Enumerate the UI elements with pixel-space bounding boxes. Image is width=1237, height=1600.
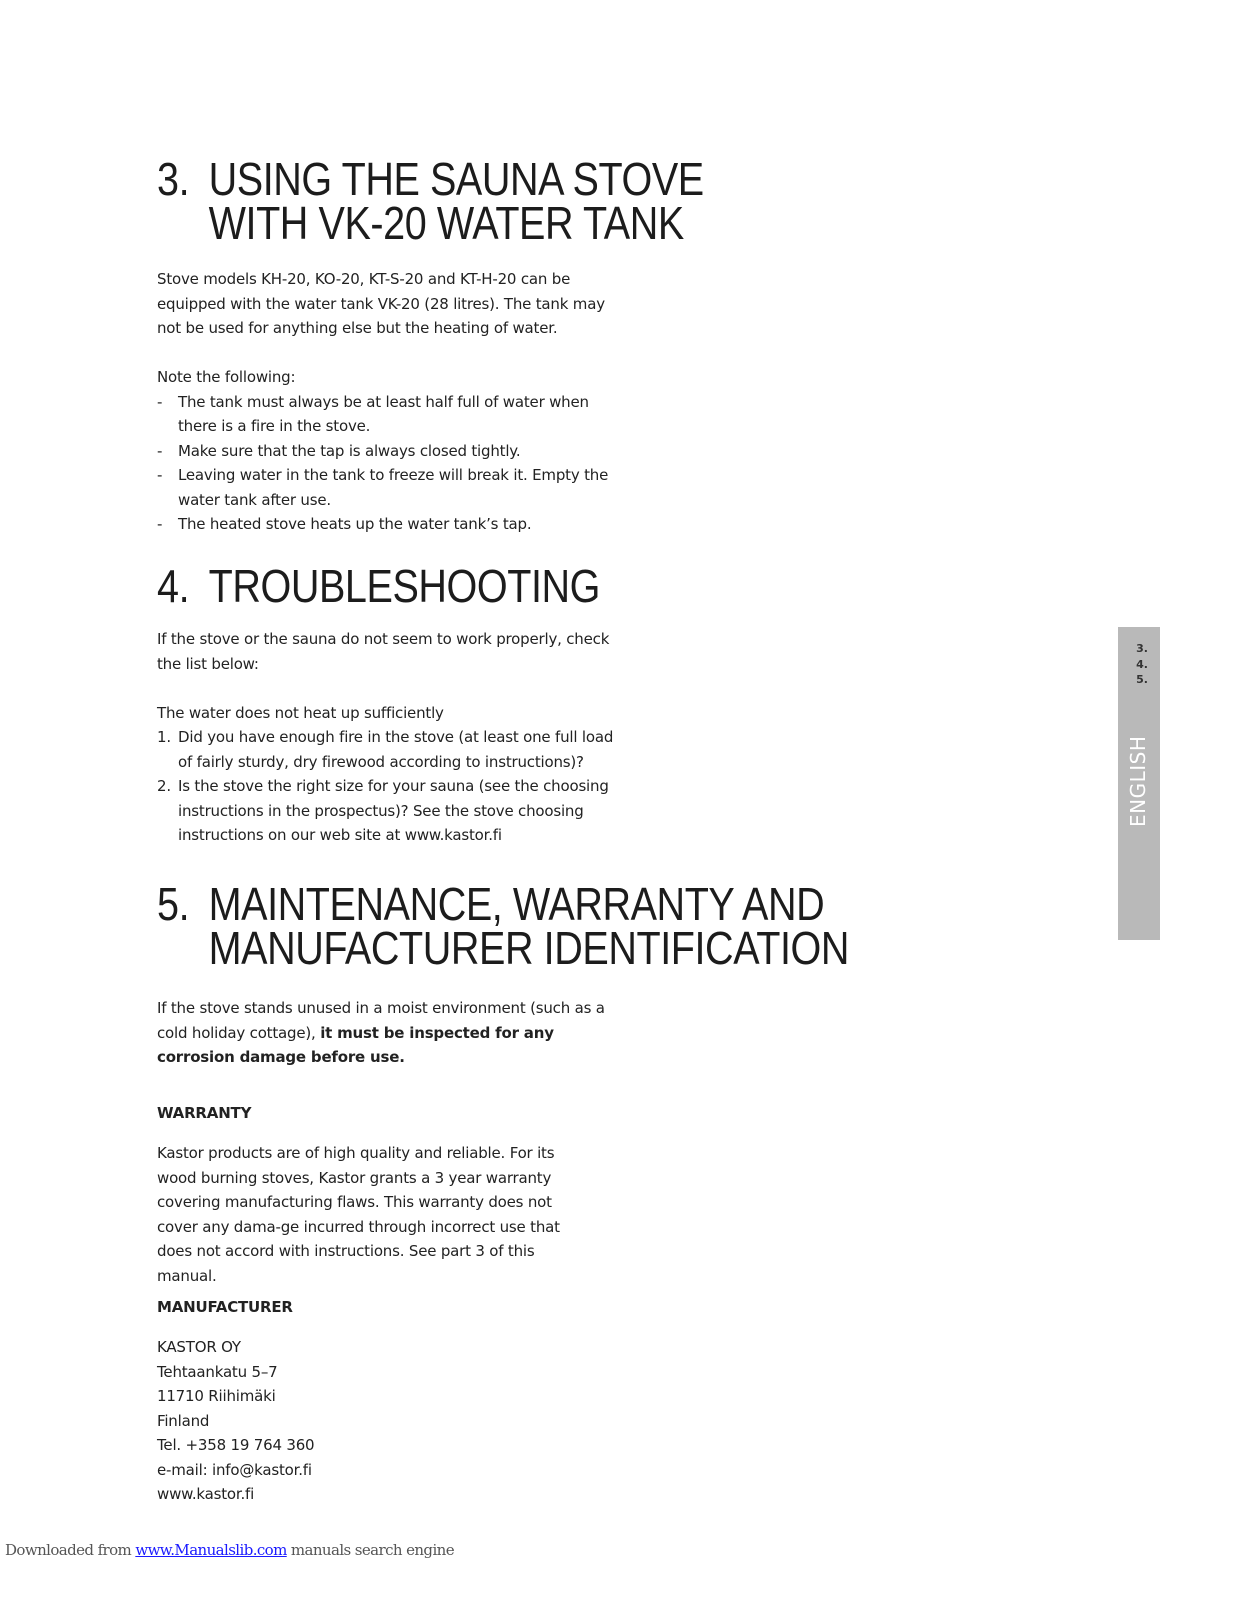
address-phone: Tel. +358 19 764 360 bbox=[157, 1436, 315, 1454]
list-item: 2. Is the stove the right size for your sauna (see the choosing instructions in the prospectus)? See the stove choosing instructions on our web site at www.kastor.fi bbox=[157, 777, 609, 844]
footer-link[interactable]: www.Manualslib.com bbox=[135, 1541, 287, 1559]
list-item: - The tank must always be at least half full of water when there is a fire in the stove. bbox=[157, 392, 589, 435]
section-4-number: 4. bbox=[157, 560, 190, 612]
tab-number: 3. bbox=[1136, 642, 1148, 655]
section-5-intro bbox=[157, 996, 617, 1070]
section-3-title-line2: WITH VK-20 WATER TANK bbox=[208, 197, 684, 249]
section-3-note: Note the following: bbox=[157, 368, 296, 386]
address-line: 11710 Riihimäki bbox=[157, 1387, 276, 1405]
tab-number: 5. bbox=[1136, 673, 1148, 686]
section-5-title-line1: MAINTENANCE, WARRANTY AND bbox=[208, 878, 825, 930]
tab-language-label: ENGLISH bbox=[1126, 735, 1150, 827]
section-5-heading bbox=[157, 878, 850, 974]
section-4-body bbox=[157, 627, 617, 848]
list-item: 1. Did you have enough fire in the stove (at least one full load of fairly sturdy, dry firewood according to instructions)? bbox=[157, 728, 614, 771]
section-4-heading bbox=[157, 560, 600, 612]
address-email: e-mail: info@kastor.fi bbox=[157, 1460, 312, 1479]
download-footer bbox=[5, 1541, 454, 1559]
address-line: Finland bbox=[157, 1411, 210, 1430]
tab-number: 4. bbox=[1136, 657, 1148, 671]
section-3-body bbox=[157, 267, 617, 537]
section-3-title-line1: USING THE SAUNA STOVE bbox=[208, 153, 704, 205]
section-5-intro-plain: If the stove stands unused in a moist environment (such as a cold holiday cottage), bbox=[157, 999, 605, 1042]
list-item: - Leaving water in the tank to freeze will break it. Empty the water tank after use. bbox=[157, 466, 609, 509]
address-line: Tehtaankatu 5–7 bbox=[157, 1362, 278, 1381]
warranty-text: Kastor products are of high quality and reliable. For its wood burning stoves, Kastor grants a 3 year warranty covering manufacturing flaws. This warranty does not cover any dama-ge incurred through incorrect use that does not accord with instructions. See part 3 of this manual. bbox=[157, 1144, 560, 1285]
section-4-title: TROUBLESHOOTING bbox=[208, 560, 600, 612]
address-line: KASTOR OY bbox=[157, 1338, 241, 1356]
language-side-tab bbox=[1118, 627, 1160, 940]
section-3-list bbox=[157, 390, 617, 537]
section-3-number: 3. bbox=[157, 153, 190, 205]
tab-section-numbers bbox=[1136, 641, 1148, 688]
footer-suffix: manuals search engine bbox=[286, 1541, 454, 1559]
list-item: - The heated stove heats up the water tank’s tap. bbox=[157, 515, 532, 533]
section-5-title-line2: MANUFACTURER IDENTIFICATION bbox=[208, 922, 850, 974]
section-4-list bbox=[157, 725, 617, 848]
footer-prefix: Downloaded from bbox=[5, 1541, 136, 1559]
list-item: - Make sure that the tap is always closed tightly. bbox=[157, 441, 521, 460]
section-5-number: 5. bbox=[157, 878, 190, 930]
section-3-heading bbox=[157, 153, 704, 249]
manufacturer-heading: MANUFACTURER bbox=[157, 1298, 293, 1316]
section-4-intro: If the stove or the sauna do not seem to work properly, check the list below: bbox=[157, 630, 610, 673]
warranty-heading: WARRANTY bbox=[157, 1104, 252, 1122]
manufacturer-address bbox=[157, 1335, 617, 1507]
address-website: www.kastor.fi bbox=[157, 1485, 255, 1503]
section-5-intro-bold: it must be inspected for any corrosion damage before use. bbox=[157, 1023, 554, 1066]
section-4-problem: The water does not heat up sufficiently bbox=[157, 703, 444, 722]
section-3-intro: Stove models KH-20, KO-20, KT-S-20 and KT-H-20 can be equipped with the water tank VK-20 (28 litres). The tank may not be used for anything else but the heating of water. bbox=[157, 270, 605, 337]
